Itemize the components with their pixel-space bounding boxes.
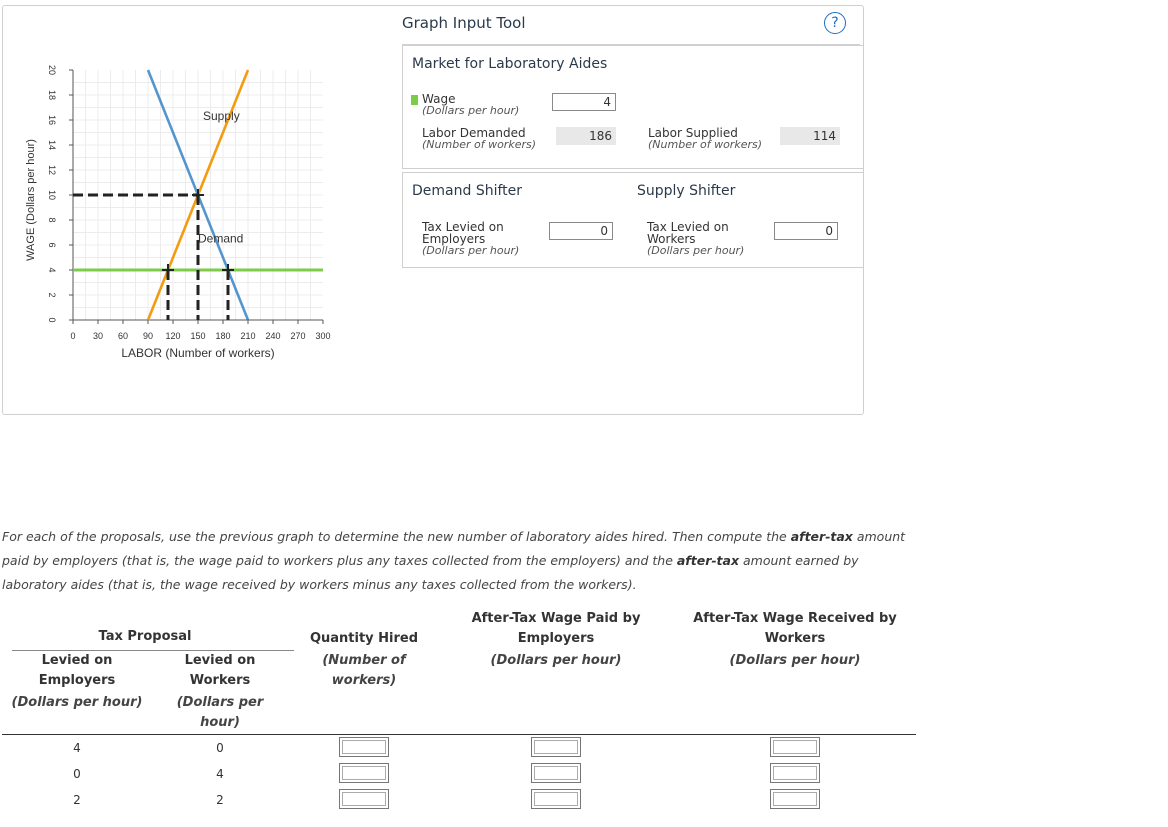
x-tick-label: 300 xyxy=(315,331,331,341)
labor-supplied-unit: (Number of workers) xyxy=(648,138,763,151)
supply-tax-unit: (Dollars per hour) xyxy=(647,244,745,257)
labor-demanded-unit: (Number of workers) xyxy=(422,138,537,151)
row1-workers: 0 xyxy=(216,741,224,755)
demand-curve-label: Demand xyxy=(198,231,244,246)
labor-demanded-label: Labor Demanded xyxy=(422,126,526,140)
col-quantity-unit-1: (Number of xyxy=(322,653,406,668)
y-tick-label: 16 xyxy=(47,114,57,126)
help-icon[interactable]: ? xyxy=(824,12,846,34)
col-workers-l2: Workers xyxy=(189,673,251,688)
col-employers-l1: Levied on xyxy=(41,653,113,668)
row2-employers: 0 xyxy=(73,767,81,781)
supply-tax-label-2: Workers xyxy=(647,232,696,246)
y-tick-label: 6 xyxy=(47,242,57,248)
demand-tax-unit: (Dollars per hour) xyxy=(422,244,520,257)
col-quantity-unit-2: workers) xyxy=(331,673,397,688)
demand-shifter-title: Demand Shifter xyxy=(412,183,523,199)
wage-label: Wage xyxy=(422,92,456,106)
col-workers-unit-1: (Dollars per xyxy=(176,695,264,710)
row2-workers: 4 xyxy=(216,767,224,781)
wage-color-swatch xyxy=(411,95,418,105)
col-received-l2: Workers xyxy=(764,631,826,646)
col-workers-unit-2: hour) xyxy=(200,715,240,730)
col-employers-unit: (Dollars per hour) xyxy=(11,695,143,710)
y-tick-label: 10 xyxy=(47,189,57,201)
x-tick-label: 60 xyxy=(117,331,129,341)
wage-unit: (Dollars per hour) xyxy=(422,104,520,117)
demand-tax-label-2: Employers xyxy=(422,232,486,246)
y-tick-label: 4 xyxy=(47,267,57,273)
y-tick-label: 14 xyxy=(47,139,57,151)
col-paid-l2: Employers xyxy=(517,631,595,646)
row1-received-input[interactable] xyxy=(770,737,820,757)
col-employers-l2: Employers xyxy=(38,673,116,688)
instructions-bold-a: after-tax xyxy=(790,529,853,544)
x-tick-label: 240 xyxy=(265,331,281,341)
x-tick-label: 30 xyxy=(92,331,104,341)
graph-input-tool-title: Graph Input Tool xyxy=(402,14,526,32)
x-axis-label: LABOR (Number of workers) xyxy=(121,346,275,360)
labor-supplied-label: Labor Supplied xyxy=(648,126,738,140)
y-axis-label: WAGE (Dollars per hour) xyxy=(25,139,37,261)
tax-proposal-header: Tax Proposal xyxy=(98,629,192,644)
row3-received-input[interactable] xyxy=(770,789,820,809)
instructions-text-a: For each of the proposals, use the previous graph to determine the new number of laboratory aides hired. Then compute the xyxy=(2,529,791,544)
row3-paid-input[interactable] xyxy=(531,789,581,809)
row1-quantity-input[interactable] xyxy=(339,737,389,757)
col-received-l1: After-Tax Wage Received by xyxy=(693,611,897,626)
table-header-rule xyxy=(2,734,916,735)
instructions-text-b: amount paid by employers (that is, the wage paid to workers plus any taxes collected from the employers) and the xyxy=(2,529,906,568)
x-tick-label: 180 xyxy=(215,331,231,341)
col-quantity-l1: Quantity Hired xyxy=(309,631,419,646)
supply-tax-input[interactable]: 0 xyxy=(774,222,838,240)
chart-ticks xyxy=(47,65,331,341)
col-paid-unit: (Dollars per hour) xyxy=(490,653,622,668)
y-tick-label: 2 xyxy=(47,292,57,298)
instructions-bold-b: after-tax xyxy=(676,553,740,568)
x-tick-label: 120 xyxy=(165,331,181,341)
demand-tax-label-1: Tax Levied on xyxy=(422,220,504,234)
row2-paid-input[interactable] xyxy=(531,763,581,783)
row2-received-input[interactable] xyxy=(770,763,820,783)
wage-input[interactable]: 4 xyxy=(552,93,616,111)
y-tick-label: 18 xyxy=(47,89,57,101)
labor-supplied-value: 114 xyxy=(780,127,840,145)
y-tick-label: 8 xyxy=(47,217,57,223)
row1-employers: 4 xyxy=(73,741,81,755)
col-received-unit: (Dollars per hour) xyxy=(729,653,861,668)
row3-quantity-input[interactable] xyxy=(339,789,389,809)
x-tick-label: 90 xyxy=(142,331,154,341)
x-tick-label: 150 xyxy=(190,331,206,341)
chart-labels xyxy=(25,109,275,360)
row3-employers: 2 xyxy=(73,793,81,807)
market-title: Market for Laboratory Aides xyxy=(412,56,608,72)
supply-tax-label-1: Tax Levied on xyxy=(647,220,729,234)
y-tick-label: 12 xyxy=(47,164,57,176)
y-tick-label: 20 xyxy=(47,64,57,76)
tax-proposal-underline xyxy=(12,650,294,651)
row3-workers: 2 xyxy=(216,793,224,807)
instructions-text-c: amount earned by laboratory aides (that is, the wage received by workers minus any taxes collected from the workers). xyxy=(2,553,859,592)
labor-market-chart[interactable] xyxy=(0,0,400,410)
instructions-paragraph xyxy=(2,525,912,597)
row1-paid-input[interactable] xyxy=(531,737,581,757)
col-workers-l1: Levied on xyxy=(184,653,256,668)
supply-curve-label: Supply xyxy=(203,109,240,123)
labor-demanded-value: 186 xyxy=(556,127,616,145)
row2-quantity-input[interactable] xyxy=(339,763,389,783)
col-paid-l1: After-Tax Wage Paid by xyxy=(471,611,641,626)
x-tick-label: 210 xyxy=(240,331,256,341)
x-tick-label: 0 xyxy=(70,331,76,341)
demand-tax-input[interactable]: 0 xyxy=(549,222,613,240)
y-tick-label: 0 xyxy=(47,317,57,323)
supply-shifter-title: Supply Shifter xyxy=(637,183,736,199)
x-tick-label: 270 xyxy=(290,331,306,341)
